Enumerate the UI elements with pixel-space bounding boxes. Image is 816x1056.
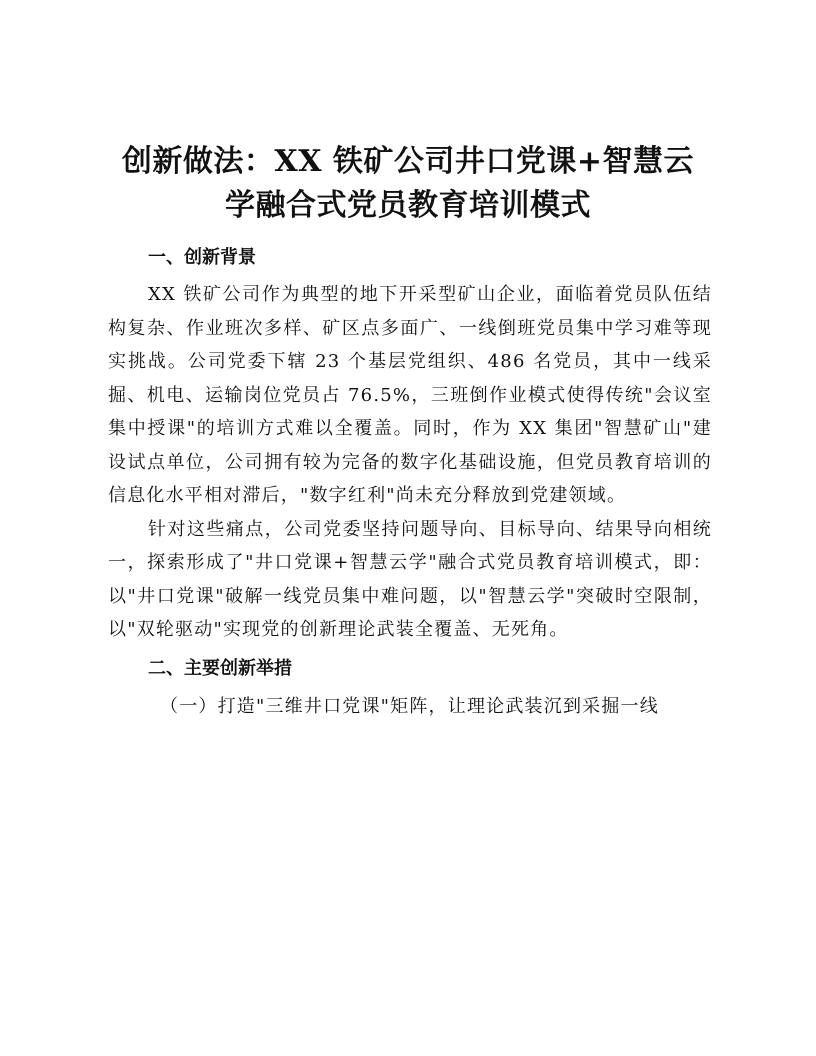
document-body [108, 240, 712, 725]
paragraph-background-1: XX 铁矿公司作为典型的地下开采型矿山企业，面临着党员队伍结构复杂、作业班次多样、矿区点多面广、一线倒班党员集中学习难等现实挑战。公司党委下辖 23 个基层党组织、486 名党员，其中一线采掘、机电、运输岗位党员占 76.5%，三班倒作业模式使得传统"会议室集中授课"的培训方式难以全覆盖。同时，作为 XX 集团"智慧矿山"建设试点单位，公司拥有较为完备的数字化基础设施，但党员教育培训的信息化水平相对滞后，"数字红利"尚未充分释放到党建领域。 [108, 284, 712, 506]
section-heading-measures: 二、主要创新举措 [148, 657, 292, 679]
document-title: 创新做法：XX 铁矿公司井口党课+智慧云学融合式党员教育培训模式 [121, 144, 695, 223]
subheading-measure-1: （一）打造"三维井口党课"矩阵，让理论武装沉到采掘一线 [160, 695, 659, 717]
paragraph-background-2: 针对这些痛点，公司党委坚持问题导向、目标导向、结果导向相统一，探索形成了"井口党课+智慧云学"融合式党员教育培训模式，即：以"井口党课"破解一线党员集中难问题，以"智慧云学"突破时空限制，以"双轮驱动"实现党的创新理论武装全覆盖、无死角。 [108, 518, 712, 640]
section-heading-background: 一、创新背景 [148, 247, 256, 268]
